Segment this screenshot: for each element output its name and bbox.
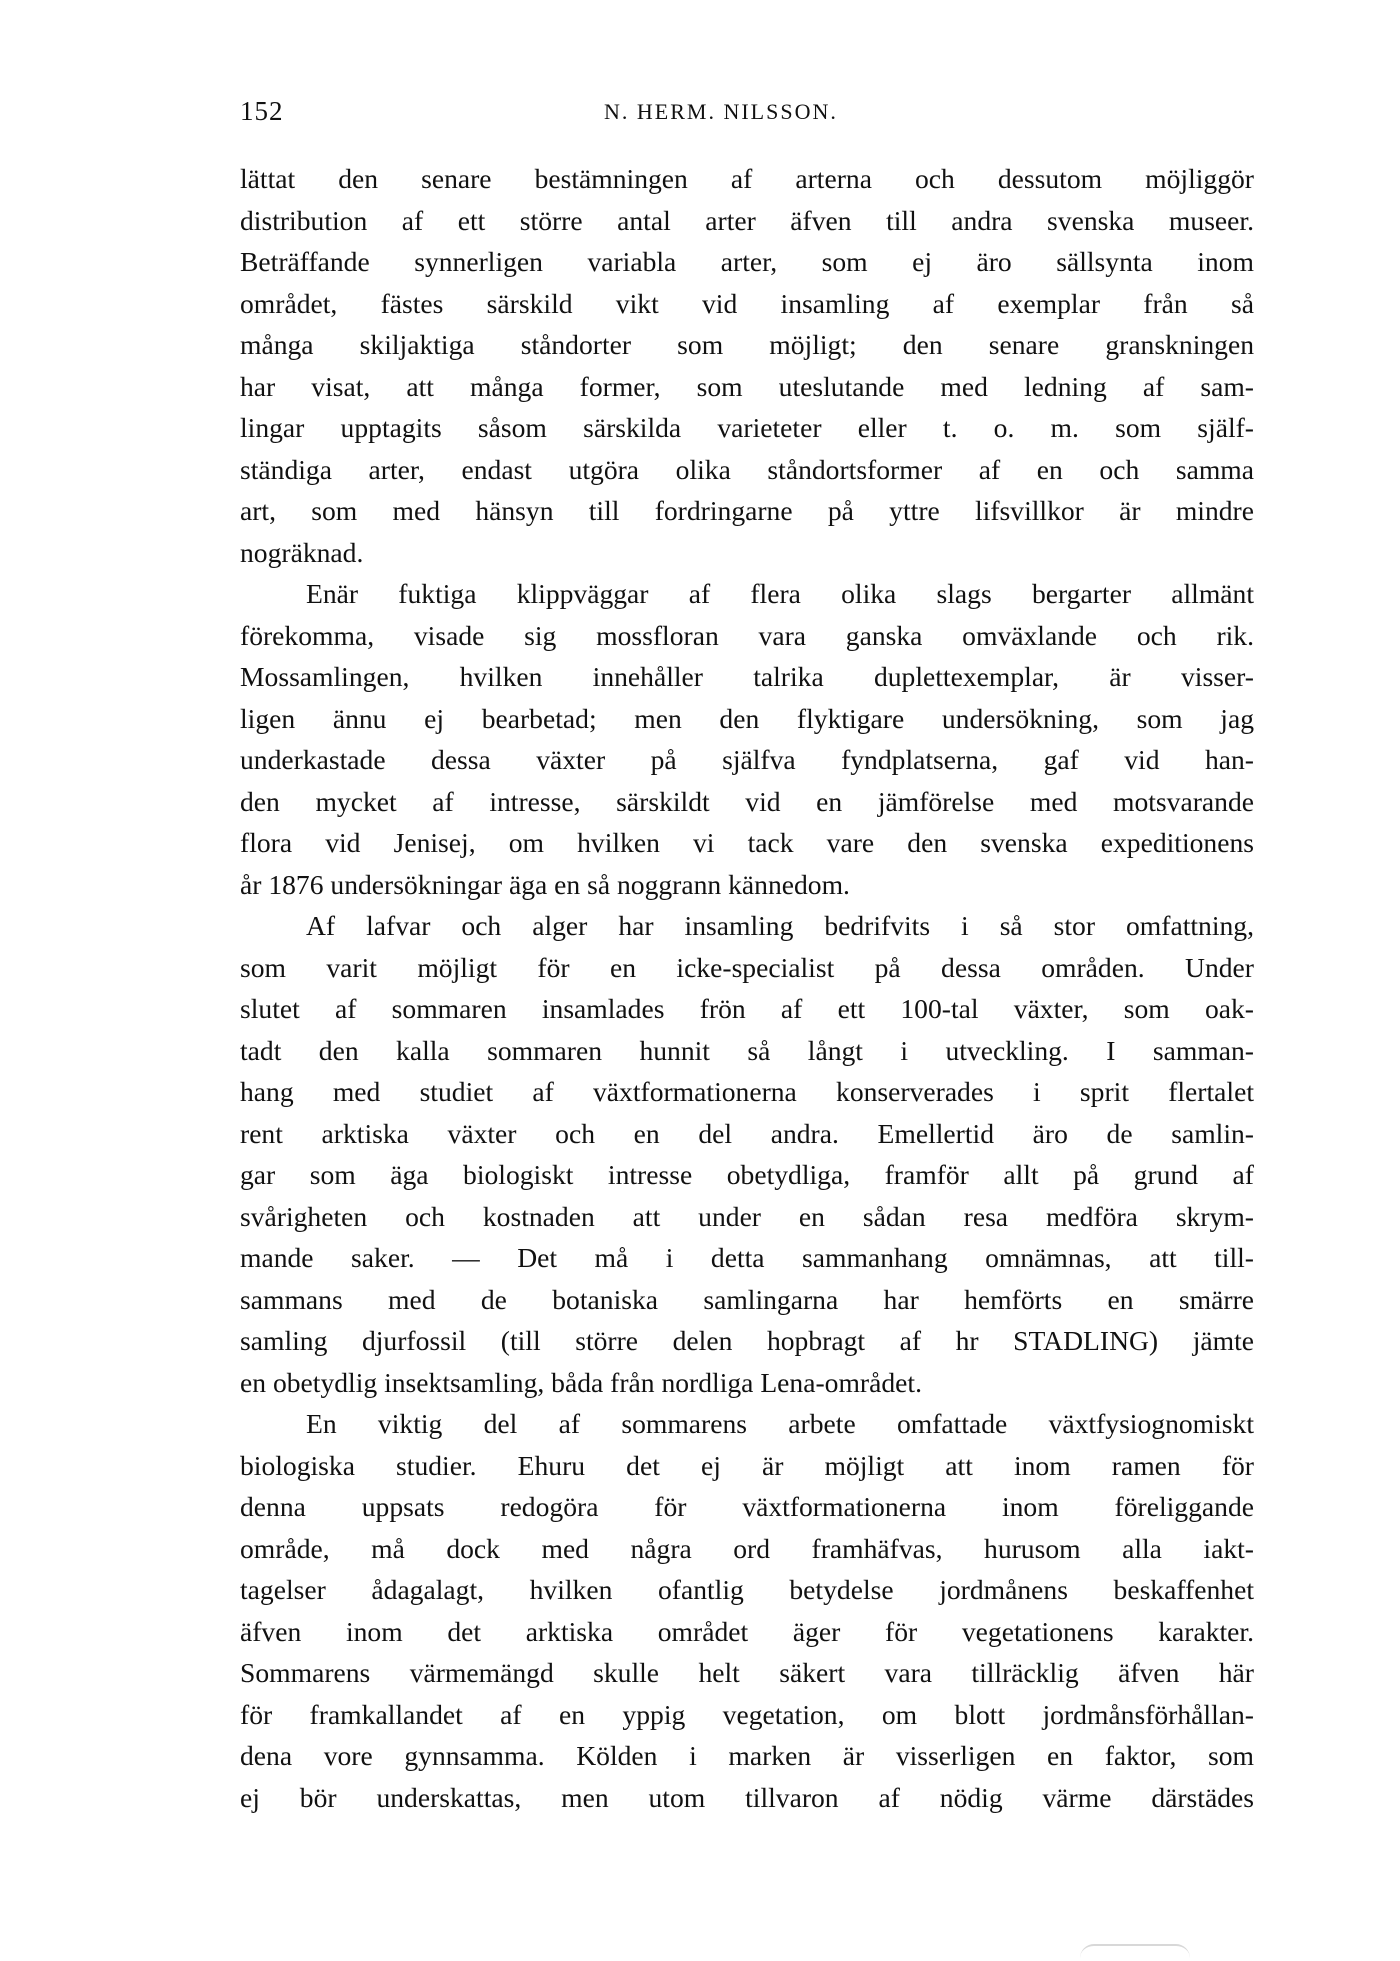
- running-header: [240, 96, 1254, 136]
- text-line: denna uppsats redogöra för växtformationerna inom föreliggande: [240, 1491, 1254, 1522]
- text-line: nogräknad.: [240, 536, 364, 568]
- text-line: svårigheten och kostnaden att under en sådan resa medföra skrym-: [240, 1200, 1254, 1232]
- text-line: området, fästes särskild vikt vid insamling af exemplar från så: [240, 287, 1254, 319]
- text-line: ej bör underskattas, men utom tillvaron af nödig värme därstädes: [240, 1781, 1254, 1813]
- text-line: ligen ännu ej bearbetad; men den flyktigare undersökning, som jag: [240, 702, 1254, 734]
- text-line: Sommarens värmemängd skulle helt säkert vara tillräcklig äfven här: [240, 1657, 1254, 1688]
- text-line: för framkallandet af en yppig vegetation, om blott jordmånsförhållan-: [240, 1698, 1254, 1730]
- text-line: rent arktiska växter och en del andra. Emellertid äro de samlin-: [240, 1117, 1254, 1149]
- text-line: Mossamlingen, hvilken innehåller talrika duplettexemplar, är visser-: [240, 661, 1254, 692]
- text-line: lättat den senare bestämningen af arterna och dessutom möjliggör: [240, 163, 1254, 194]
- text-line: distribution af ett större antal arter äfven till andra svenska museer.: [240, 204, 1254, 236]
- text-line: har visat, att många former, som uteslutande med ledning af sam-: [240, 370, 1254, 402]
- text-line: den mycket af intresse, särskildt vid en jämförelse med motsvarande: [240, 785, 1254, 817]
- text-line: många skiljaktiga ståndorter som möjligt; den senare granskningen: [240, 329, 1254, 360]
- text-line: dena vore gynnsamma. Kölden i marken är visserligen en faktor, som: [240, 1740, 1254, 1771]
- scan-artifact: [1080, 1944, 1190, 1958]
- text-line: underkastade dessa växter på själfva fyndplatserna, gaf vid han-: [240, 744, 1254, 775]
- text-line: område, må dock med några ord framhäfvas, hurusom alla iakt-: [240, 1532, 1254, 1564]
- text-line: art, som med hänsyn till fordringarne på yttre lifsvillkor är mindre: [240, 495, 1254, 526]
- text-line: Beträffande synnerligen variabla arter, som ej äro sällsynta inom: [240, 246, 1254, 277]
- paragraph-start-line: Af lafvar och alger har insamling bedrifvits i så stor omfattning,: [306, 910, 1254, 941]
- text-line: tadt den kalla sommaren hunnit så långt i utveckling. I samman-: [240, 1034, 1254, 1066]
- text-line: tagelser ådagalagt, hvilken ofantlig betydelse jordmånens beskaffenhet: [240, 1574, 1254, 1605]
- text-line: en obetydlig insektsamling, båda från nordliga Lena-området.: [240, 1366, 922, 1398]
- text-line: äfven inom det arktiska området äger för vegetationens karakter.: [240, 1615, 1254, 1647]
- page-number: 152: [240, 96, 284, 126]
- text-line: samling djurfossil (till större delen hopbragt af hr STADLING) jämte: [240, 1325, 1254, 1356]
- paragraph-start-line: Enär fuktiga klippväggar af flera olika slags bergarter allmänt: [306, 578, 1254, 609]
- paragraph-start-line: En viktig del af sommarens arbete omfattade växtfysiognomiskt: [306, 1408, 1254, 1439]
- text-line: mande saker. — Det må i detta sammanhang omnämnas, att till-: [240, 1242, 1254, 1273]
- text-line: gar som äga biologiskt intresse obetydliga, framför allt på grund af: [240, 1159, 1254, 1190]
- text-line: flora vid Jenisej, om hvilken vi tack vare den svenska expeditionens: [240, 827, 1254, 858]
- text-line: slutet af sommaren insamlades frön af ett 100-tal växter, som oak-: [240, 993, 1254, 1024]
- text-line: biologiska studier. Ehuru det ej är möjligt att inom ramen för: [240, 1449, 1254, 1481]
- text-line: förekomma, visade sig mossfloran vara ganska omväxlande och rik.: [240, 619, 1254, 651]
- text-line: år 1876 undersökningar äga en så noggrann kännedom.: [240, 868, 850, 900]
- text-line: ständiga arter, endast utgöra olika ståndortsformer af en och samma: [240, 453, 1254, 485]
- text-line: som varit möjligt för en icke-specialist på dessa områden. Under: [240, 951, 1254, 983]
- text-line: hang med studiet af växtformationerna konserverades i sprit flertalet: [240, 1076, 1254, 1107]
- text-line: lingar upptagits såsom särskilda varieteter eller t. o. m. som själf-: [240, 412, 1254, 443]
- running-title: N. HERM. NILSSON.: [604, 99, 838, 124]
- body-text: [240, 158, 1254, 1818]
- text-line: sammans med de botaniska samlingarna har hemförts en smärre: [240, 1283, 1254, 1315]
